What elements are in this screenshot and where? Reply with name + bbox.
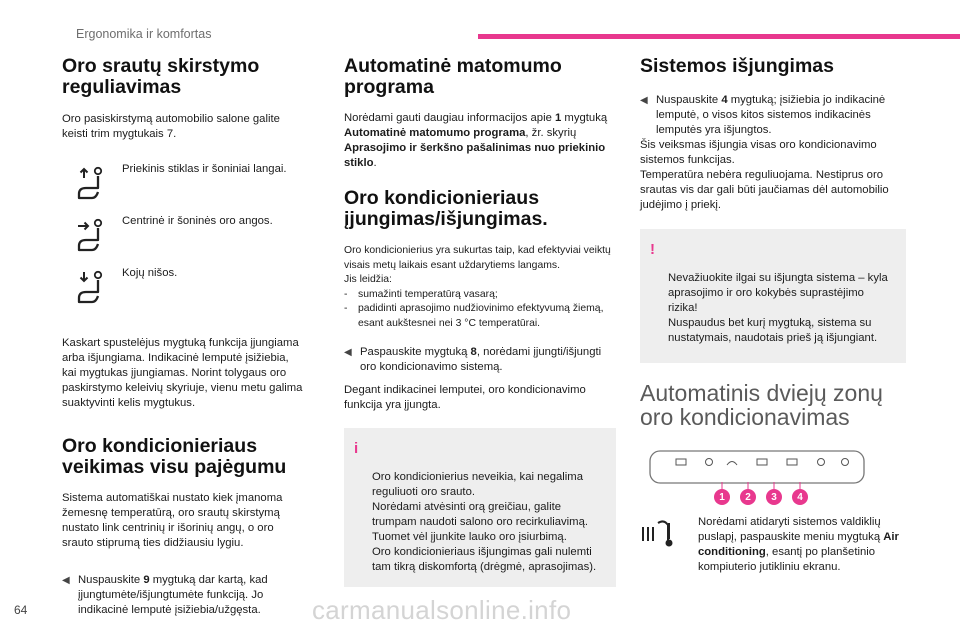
header-accent-bar (478, 34, 960, 39)
mode-windshield-label: Priekinis stiklas ir šoniniai langai. (122, 163, 287, 175)
mode-footwell (62, 266, 306, 318)
bullet-arrow-icon: ◀ (344, 347, 352, 358)
mode-footwell-label: Kojų nišos. (122, 267, 178, 279)
footwell-airflow-icon (62, 266, 122, 310)
bullet-arrow-icon: ◀ (62, 575, 70, 586)
airflow-modes (62, 162, 306, 318)
mode-center-vents-label: Centrinė ir šoninės oro angos. (122, 215, 273, 227)
marker-1: 1 (714, 489, 730, 505)
bullet-arrow-icon: ◀ (640, 95, 648, 106)
ac-onoff-list (344, 288, 616, 332)
airflow-intro: Oro pasiskirstymą automobilio salone galite keisti trim mygtukais 7. (62, 113, 280, 140)
ac-onoff-body: Oro kondicionierius yra sukurtas taip, kad efektyviai veiktų visais metų laikais esant uždarytiems langams. (344, 245, 611, 271)
watermark: carmanualsonline.info (312, 595, 572, 625)
marker-3: 3 (766, 489, 782, 505)
column-2 (344, 56, 616, 587)
dual-zone-title: Automatinis dviejų zonų oro kondicionavimas (640, 380, 883, 430)
max-ac-title: Oro kondicionieriaus veikimas visu pajėgumu (62, 435, 287, 478)
ac-menu-text: Norėdami atidaryti sistemos valdiklių puslapį, paspauskite meniu mygtuką Air conditioning, esantį po planšetinio kompiuterio jutikliniu ekranu. (698, 516, 899, 573)
warning-note: ! Nevažiuokite ilgai su išjungta sistema – kyla aprasojimo ir oro kokybės suprastėjimo rizika! Nuspaudus bet kurį mygtuką, sistema su nustatymais, naudotais prieš ją išjungiant. (640, 229, 906, 363)
list-item: - sumažinti temperatūrą vasarą; (344, 288, 498, 300)
mode-center-vents (62, 214, 306, 266)
airflow-title: Oro srautų skirstymo reguliavimas (62, 55, 260, 98)
visibility-title: Automatinė matomumo programa (344, 55, 562, 98)
info-icon: i (354, 440, 359, 457)
control-panel-illustration (640, 449, 906, 505)
list-item: - padidinti aprasojimo nudžiovinimo efektyvumą žiemą, esant aukštesnei nei 3 °C temperatūrai. (344, 303, 604, 329)
shutdown-title: Sistemos išjungimas (640, 55, 834, 77)
section-title: Ergonomika ir komfortas (76, 27, 212, 41)
shutdown-bullet: ◀ Nuspauskite 4 mygtuką; įsižiebia jo indikacinė lemputė, o visos kitos sistemos indikacinės lemputės yra išjungtos. (640, 94, 886, 136)
air-conditioning-menu-icon (640, 515, 698, 575)
info-note: i Oro kondicionierius neveikia, kai negalima reguliuoti oro srauto. Norėdami atvėsinti orą greičiau, galite trumpam naudoti salono oro recirkuliavimą. Tuomet vėl įjunkite lauko oro įsiurbimą. Oro kondicionieriaus išjungimas gali nulemti tam tikrą diskomfortą (drėgmė, aprasojimas). (344, 428, 616, 587)
shutdown-body-2: Temperatūra nebėra reguliuojama. Nestiprus oro srautas vis dar gali būti jaučiamas dėl automobilio judėjimo į priekį. (640, 169, 889, 211)
max-ac-bullet: ◀ Nuspauskite 9 mygtuką dar kartą, kad įjungtumėte/išjungtumėte funkciją. Jo indikacinė lemputė įsižiebia/užgęsta. (62, 574, 268, 616)
warning-icon: ! (650, 241, 655, 258)
ac-onoff-title: Oro kondicionieriaus įjungimas/išjungimas. (344, 187, 548, 230)
airflow-body: Kaskart spustelėjus mygtuką funkcija įjungiama arba išjungiama. Indikacinė lemputė įsižiebia, kai mygtukas įjungiamas. Norint tolygaus oro paskirstymo keleivių skyriuje, vienu metu galima suaktyvinti kelis mygtukus. (62, 337, 303, 409)
panel-markers (714, 489, 808, 505)
page-number: 64 (14, 603, 28, 617)
marker-2: 2 (740, 489, 756, 505)
column-3 (640, 56, 906, 575)
marker-4: 4 (792, 489, 808, 505)
mode-windshield (62, 162, 306, 214)
windshield-airflow-icon (62, 162, 122, 206)
visibility-body: Norėdami gauti daugiau informacijos apie 1 mygtuką Automatinė matomumo programa, žr. skyrių Aprasojimo ir šerkšno pašalinimas nuo priekinio stiklo. (344, 112, 608, 169)
ac-onoff-lead: Jis leidžia: (344, 274, 392, 285)
ac-menu-row (640, 515, 906, 575)
ac-onoff-indicator: Degant indikacinei lemputei, oro kondicionavimo funkcija yra įjungta. (344, 384, 586, 411)
column-1 (62, 56, 306, 618)
ac-onoff-bullet: ◀ Paspauskite mygtuką 8, norėdami įjungti/išjungti oro kondicionavimo sistemą. (344, 346, 602, 373)
max-ac-body: Sistema automatiškai nustato kiek įmanoma žemesnę temperatūrą, oro srautų skirstymą nustato link centrinių ir išorinių angų, o oro srauto stiprumą ties didžiausiu lygiu. (62, 492, 283, 549)
shutdown-body-1: Šis veiksmas išjungia visas oro kondicionavimo sistemos funkcijas. (640, 139, 877, 166)
center-vents-airflow-icon (62, 214, 122, 258)
